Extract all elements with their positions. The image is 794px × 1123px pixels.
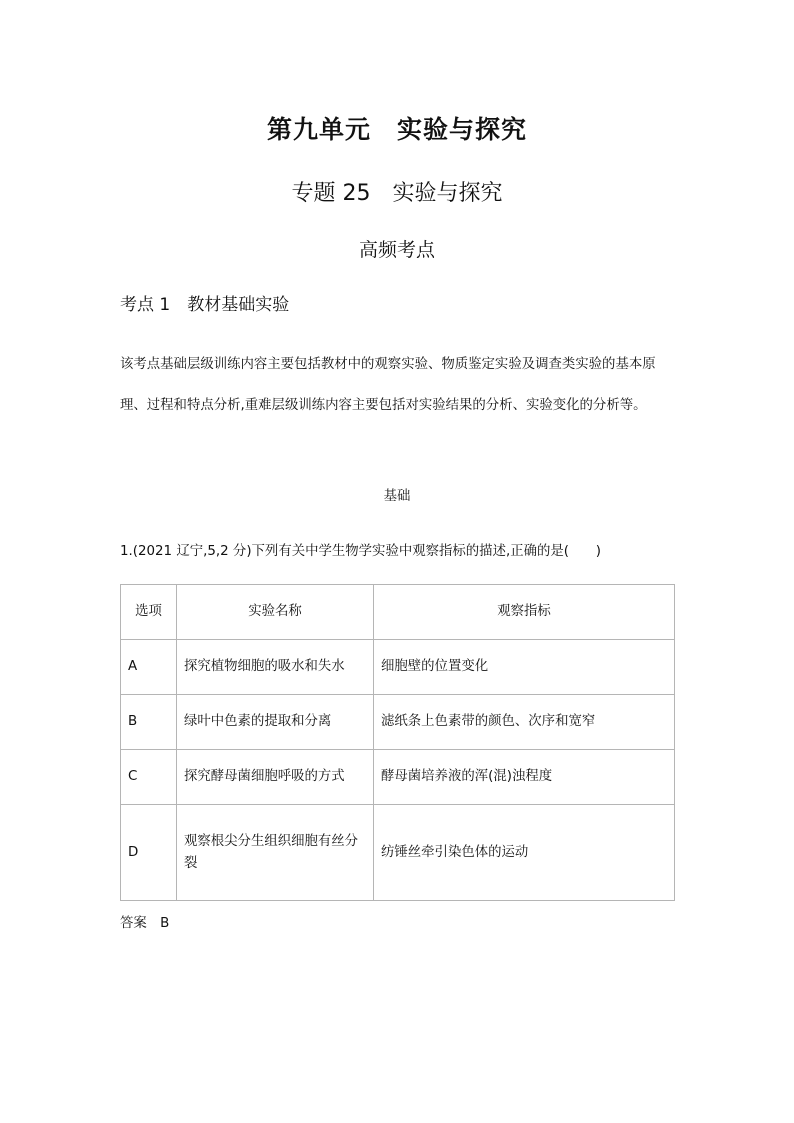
section-title: 高频考点	[358, 239, 435, 261]
observation-indicator: 酵母菌培养液的浑(混)浊程度	[374, 750, 675, 805]
table-row	[121, 805, 675, 901]
header-observation-indicator: 观察指标	[374, 585, 675, 640]
option-letter: B	[121, 695, 177, 750]
header-option: 选项	[121, 585, 177, 640]
intro-paragraph: 该考点基础层级训练内容主要包括教材中的观察实验、物质鉴定实验及调查类实验的基本原理、过程和特点分析,重难层级训练内容主要包括对实验结果的分析、实验变化的分析等。	[120, 357, 656, 413]
table-header-row	[121, 585, 675, 640]
answer-line: 答案 B	[120, 916, 170, 931]
difficulty-level-label: 基础	[383, 489, 411, 504]
option-letter: A	[121, 640, 177, 695]
options-table	[120, 584, 675, 901]
header-experiment-name: 实验名称	[177, 585, 374, 640]
table-row	[121, 640, 675, 695]
exam-point-title: 考点 1 教材基础实验	[120, 295, 290, 315]
question-stem: 1.(2021 辽宁,5,2 分)下列有关中学生物学实验中观察指标的描述,正确的是( )	[120, 544, 602, 559]
experiment-name: 观察根尖分生组织细胞有丝分裂	[177, 805, 374, 901]
experiment-name: 绿叶中色素的提取和分离	[177, 695, 374, 750]
topic-title: 专题 25 实验与探究	[291, 181, 503, 206]
experiment-name: 探究酵母菌细胞呼吸的方式	[177, 750, 374, 805]
unit-title: 第九单元 实验与探究	[266, 115, 527, 144]
experiment-name: 探究植物细胞的吸水和失水	[177, 640, 374, 695]
table-row	[121, 695, 675, 750]
option-letter: C	[121, 750, 177, 805]
observation-indicator: 滤纸条上色素带的颜色、次序和宽窄	[374, 695, 675, 750]
table-row	[121, 750, 675, 805]
option-letter: D	[121, 805, 177, 901]
observation-indicator: 纺锤丝牵引染色体的运动	[374, 805, 675, 901]
observation-indicator: 细胞壁的位置变化	[374, 640, 675, 695]
